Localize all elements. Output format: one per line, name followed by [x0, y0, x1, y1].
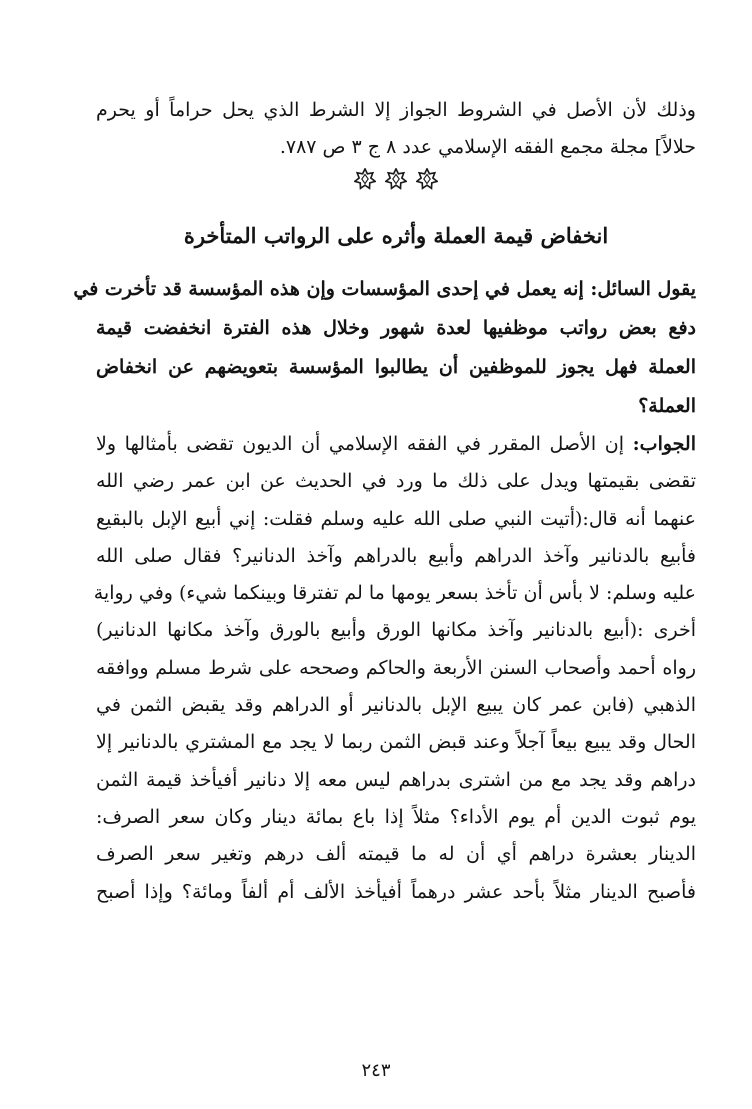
question-line: العملة فهل يجوز للموظفين أن يطالبوا المؤسسة بتعويضهم عن انخفاض	[96, 356, 696, 378]
answer-line: عليه وسلم: لا بأس أن تأخذ بسعر يومها ما لم تفترقا وبينكما شيء) وفي رواية	[93, 582, 696, 605]
answer-first-line	[96, 426, 696, 463]
answer-line: فأصبح الدينار مثلاً بأحد عشر درهماً أفيأخذ الألف أم ألفاً ومائة؟ وإذا أصبح	[96, 880, 696, 903]
intro-line: وذلك لأن الأصل في الشروط الجواز إلا الشرط الذي يحل حراماً أو يحرم	[96, 99, 696, 121]
document-page	[73, 92, 696, 911]
question-line: العملة؟	[638, 395, 696, 417]
star-ornament-icon	[416, 168, 438, 190]
answer-line: رواه أحمد وأصحاب السنن الأربعة والحاكم وصححه على شرط مسلم ووافقه	[96, 656, 696, 679]
answer-line: الذهبي (فابن عمر كان يبيع الإبل بالدنانير أو الدراهم وقد يقبض الثمن في	[96, 694, 696, 717]
answer-line: تقضى بقيمتها ويدل على ذلك ما ورد في الحديث عن ابن عمر رضي الله	[96, 470, 696, 493]
intro-line: حلالاً] مجلة مجمع الفقه الإسلامي عدد ٨ ج ٣ ص ٧٨٧.	[279, 136, 696, 158]
answer-line: يوم ثبوت الدين أم يوم الأداء؟ مثلاً إذا باع بمائة دينار وكان سعر الصرف:	[96, 805, 696, 828]
question-line: دفع بعض رواتب موظفيها لعدة شهور وخلال هذه الفترة انخفضت قيمة	[96, 317, 696, 339]
section-separator	[96, 168, 696, 212]
answer-line: دراهم وقد يجد مع من اشترى بدراهم ليس معه إلا دنانير أفيأخذ قيمة الثمن	[96, 768, 696, 791]
star-ornament-icon	[354, 168, 376, 190]
star-ornament-icon	[385, 168, 407, 190]
answer-line: الحال وقد يبيع بيعاً آجلاً وعند قبض الثمن ربما لا يجد مع المشتري بالدنانير إلا	[96, 731, 696, 754]
page-number: ٢٤٣	[361, 1060, 391, 1081]
answer-line: الدينار بعشرة دراهم أي أن له ما قيمته ألف درهم وتغير سعر الصرف	[96, 843, 696, 866]
answer-label: الجواب:	[632, 433, 696, 455]
question-line: يقول السائل: إنه يعمل في إحدى المؤسسات وإن هذه المؤسسة قد تأخرت في	[73, 278, 696, 300]
answer-line: عنهما أنه قال:(أتيت النبي صلى الله عليه وسلم فقلت: إني أبيع الإبل بالبقيع	[96, 507, 696, 530]
intro-paragraph	[96, 92, 696, 166]
answer-line: أخرى :(أبيع بالدنانير وآخذ مكانها الورق وأبيع بالورق وآخذ مكانها الدنانير)	[96, 619, 696, 642]
answer-first-line-text: إن الأصل المقرر في الفقه الإسلامي أن الديون تقضى بأمثالها ولا	[96, 433, 633, 455]
answer-paragraph	[93, 426, 696, 911]
question-paragraph	[73, 270, 696, 426]
answer-line: فأبيع بالدنانير وآخذ الدراهم وأبيع بالدراهم وآخذ الدنانير؟ فقال صلى الله	[96, 544, 696, 567]
section-heading: انخفاض قيمة العملة وأثره على الرواتب المتأخرة	[183, 223, 609, 248]
